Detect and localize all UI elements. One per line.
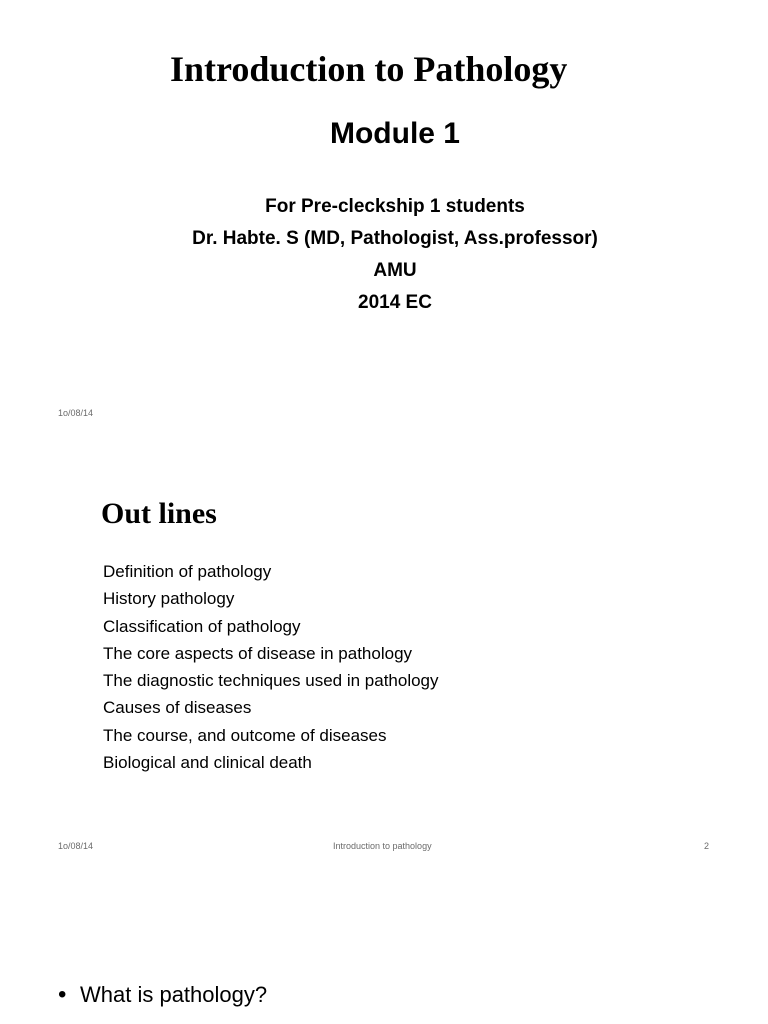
outline-item: History pathology — [103, 589, 235, 609]
module-heading: Module 1 — [329, 117, 460, 150]
slide-what-is-pathology — [0, 868, 768, 1024]
bullet-icon: • — [58, 981, 67, 1008]
audience-line: For Pre-cleckship 1 students — [265, 196, 525, 217]
outline-item: Biological and clinical death — [103, 753, 312, 773]
outline-item: The core aspects of disease in pathology — [103, 643, 413, 663]
footer-date: 1o/08/14 — [58, 408, 94, 418]
outline-item: The diagnostic techniques used in pathology — [103, 671, 439, 691]
footer-date: 1o/08/14 — [58, 841, 94, 851]
bullet-item — [58, 981, 267, 1009]
outline-item: Causes of diseases — [103, 698, 252, 718]
outlines-heading: Out lines — [101, 497, 217, 530]
outline-item: Classification of pathology — [103, 616, 301, 636]
author-line: Dr. Habte. S (MD, Pathologist, Ass.professor) — [192, 228, 598, 249]
year-line: 2014 EC — [358, 292, 432, 313]
outline-list — [103, 558, 439, 776]
presentation-title: Introduction to Pathology — [170, 49, 568, 89]
footer-title: Introduction to pathology — [333, 841, 432, 851]
slide-title — [0, 0, 768, 434]
slide-outlines — [0, 434, 768, 868]
bullet-text: What is pathology? — [80, 982, 268, 1007]
outline-item: The course, and outcome of diseases — [103, 725, 387, 745]
page-number: 2 — [704, 841, 710, 851]
institution-line: AMU — [373, 260, 417, 281]
outline-item: Definition of pathology — [103, 562, 272, 581]
